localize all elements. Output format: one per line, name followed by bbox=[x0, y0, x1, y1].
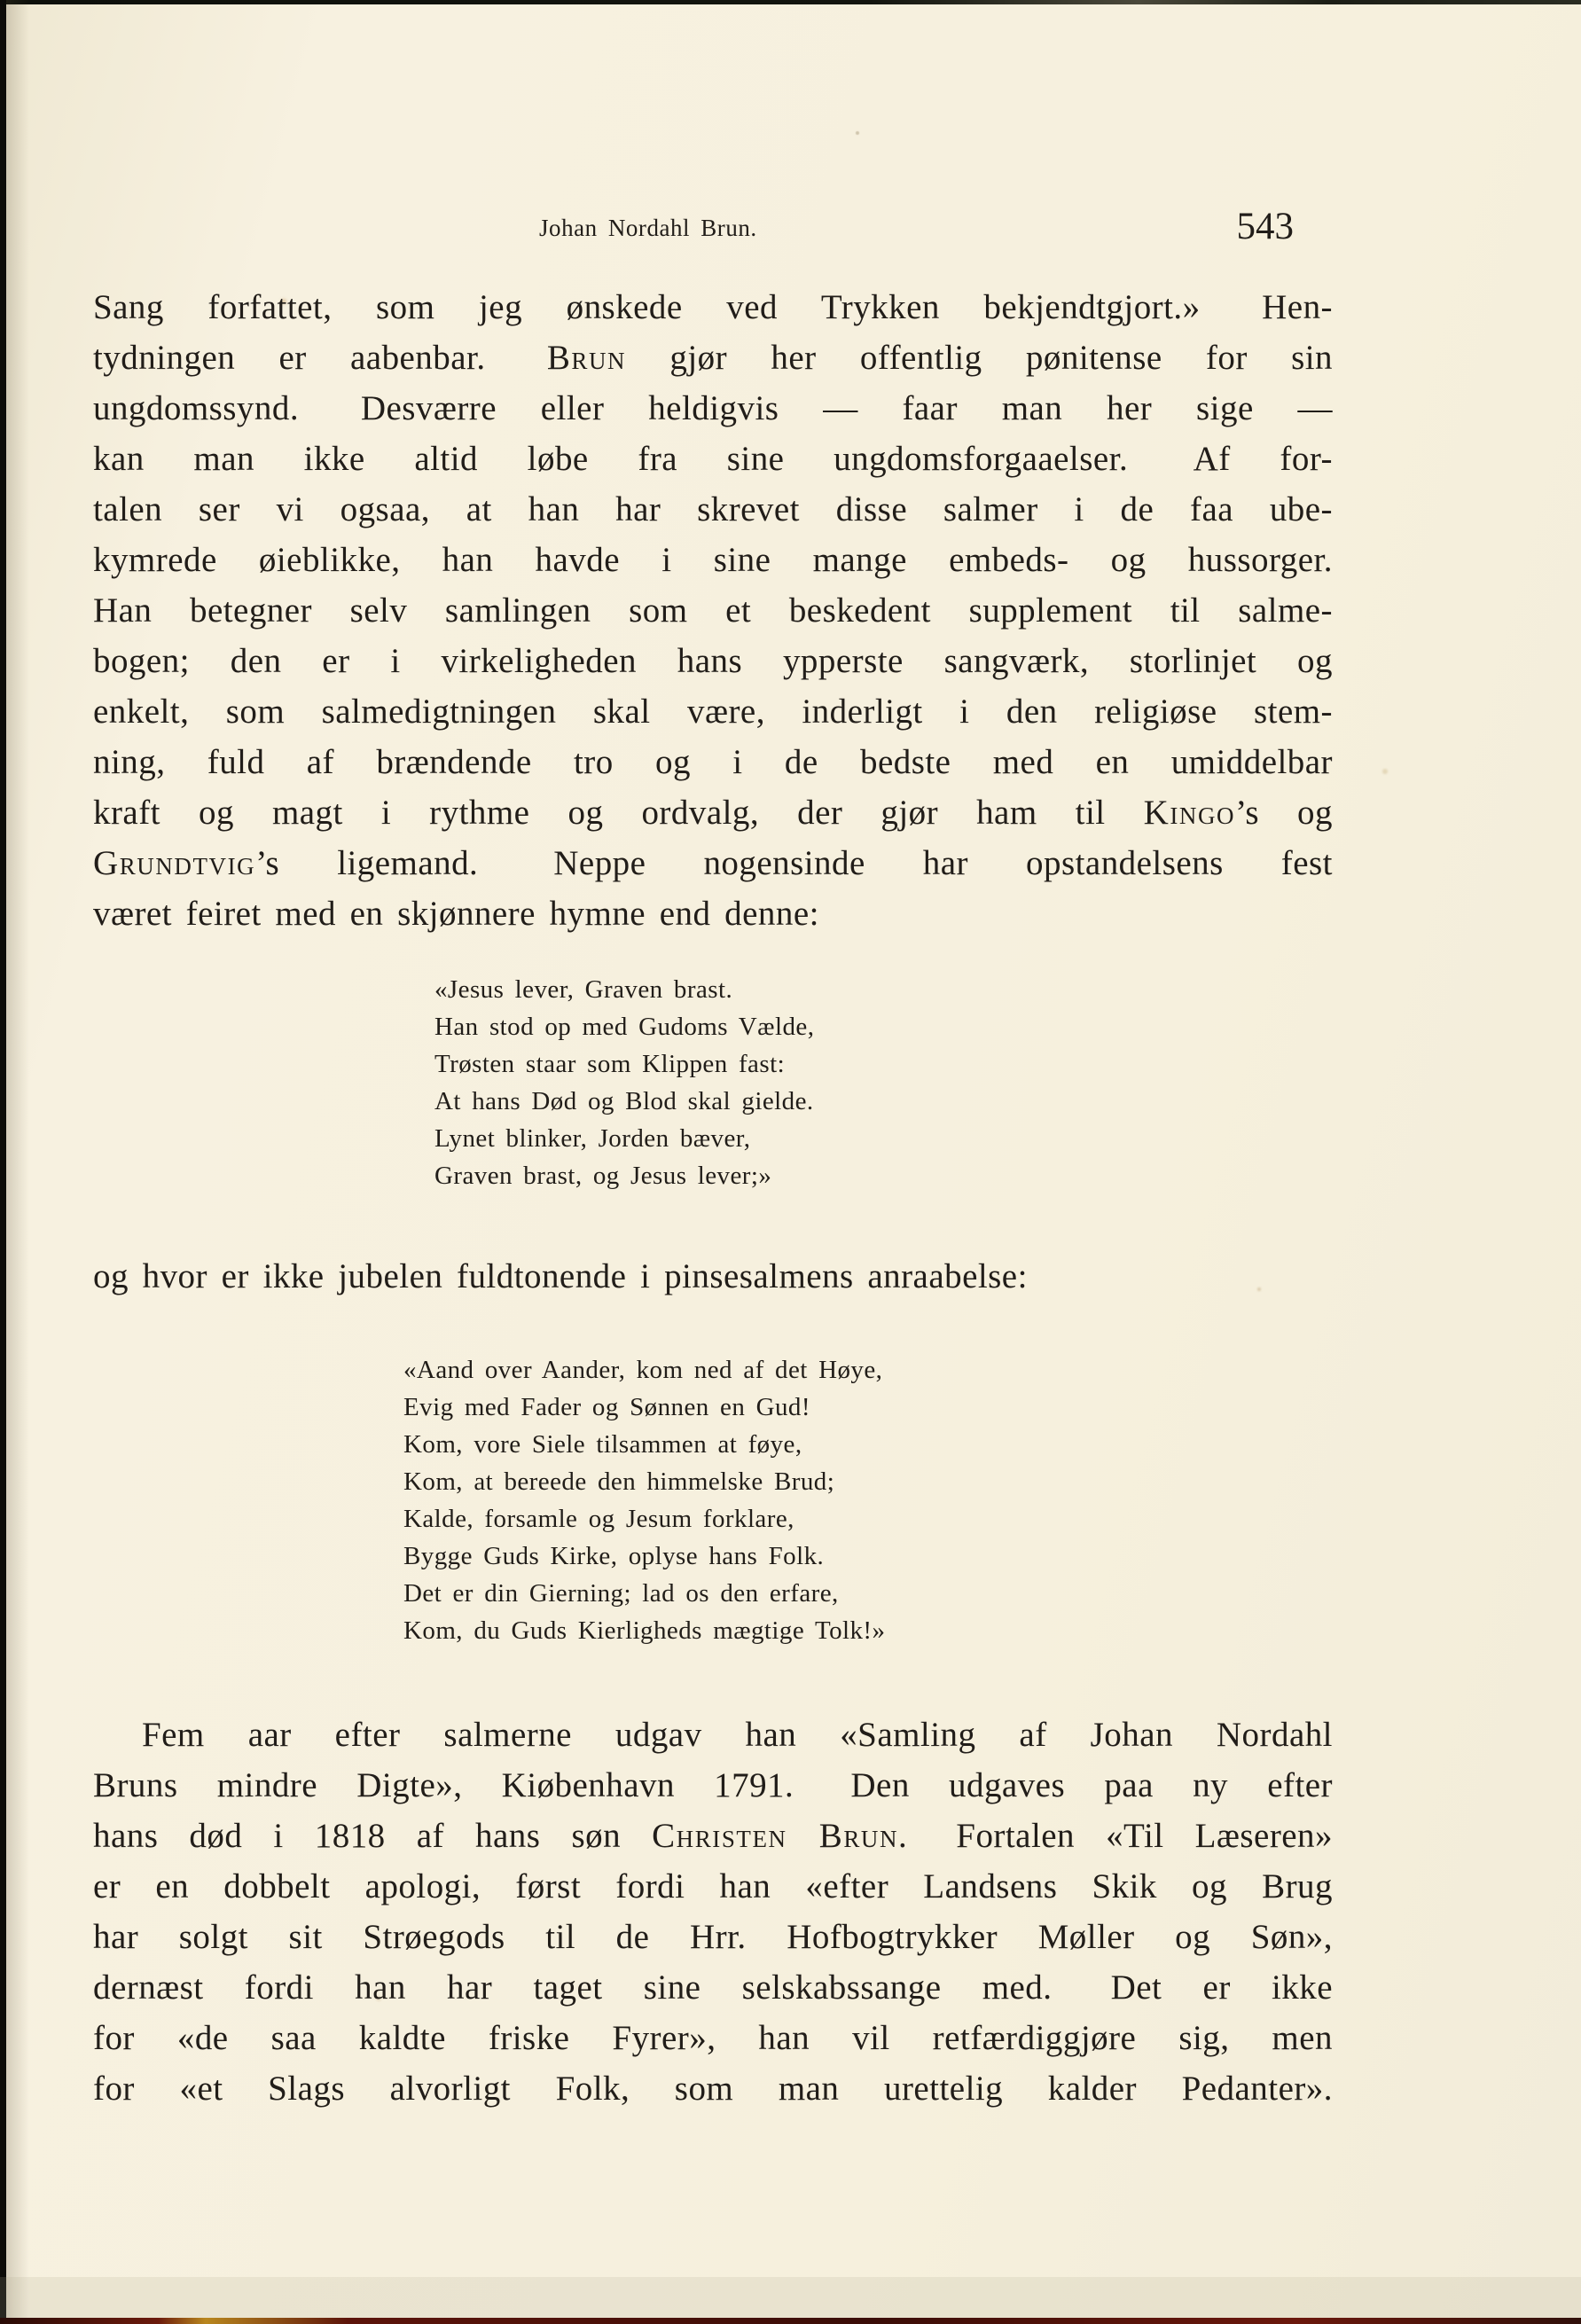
text-segment: tydningen er aabenbar. bbox=[93, 339, 547, 377]
page-edge-left bbox=[0, 0, 6, 2324]
text-block bbox=[93, 282, 1333, 2114]
verse-line: Kom, at bereede den himmelske Brud; bbox=[403, 1467, 835, 1496]
text-line: Sang forfattet, som jeg ønskede ved Trykken bekjendtgjort.» Hen- bbox=[93, 288, 1333, 326]
text-segment: ’s ligemand. Neppe nogensinde har opstandelsens fest bbox=[255, 844, 1333, 882]
text-line: kan man ikke altid løbe fra sine ungdomsforgaaelser. Af for- bbox=[93, 440, 1333, 478]
text-line: Han betegner selv samlingen som et beskedent supplement til salme- bbox=[93, 591, 1333, 630]
text-line bbox=[93, 838, 1333, 888]
text-line: talen ser vi ogsaa, at han har skrevet disse salmer i de faa ube- bbox=[93, 490, 1333, 528]
text-line: har solgt sit Strøegods til de Hrr. Hofbogtrykker Møller og Søn», bbox=[93, 1918, 1333, 1956]
text-line: enkelt, som salmedigtningen skal være, inderligt i den religiøse stem- bbox=[93, 693, 1333, 731]
text-segment: . Fortalen «Til Læseren» bbox=[898, 1817, 1333, 1855]
text-line: kymrede øieblikke, han havde i sine mange embeds- og hussorger. bbox=[93, 541, 1333, 579]
verse-line: Kom, vore Siele tilsammen at føye, bbox=[403, 1430, 802, 1459]
text-line bbox=[93, 787, 1333, 838]
text-line: bogen; den er i virkeligheden hans ypperste sangværk, storlinjet og bbox=[93, 642, 1333, 680]
page-edge-bottom bbox=[0, 2318, 1581, 2324]
paper-specks bbox=[0, 0, 4, 4]
verse-line: «Aand over Aander, kom ned af det Høye, bbox=[403, 1356, 883, 1384]
text-line: er en dobbelt apologi, først fordi han «efter Landsens Skik og Brug bbox=[93, 1867, 1333, 1905]
text-line: været feiret med en skjønnere hymne end denne: bbox=[93, 895, 819, 933]
page-shadow-band bbox=[0, 2277, 1581, 2318]
small-caps-name: Grundtvig bbox=[93, 844, 256, 882]
text-line bbox=[93, 1811, 1333, 1861]
verse-line: Kom, du Guds Kierligheds mægtige Tolk!» bbox=[403, 1616, 886, 1645]
text-line: for «et Slags alvorligt Folk, som man urettelig kalder Pedanter». bbox=[93, 2070, 1333, 2108]
text-line: for «de saa kaldte friske Fyrer», han vil retfærdiggjøre sig, men bbox=[93, 2019, 1333, 2057]
text-line: ungdomssynd. Desværre eller heldigvis — faar man her sige — bbox=[93, 389, 1333, 427]
small-caps-name: Brun bbox=[546, 339, 627, 377]
verse-hymn-pentecost bbox=[403, 1351, 1333, 1649]
paragraph-2 bbox=[93, 1710, 1333, 2114]
verse-hymn-easter bbox=[434, 971, 1333, 1194]
verse-line: At hans Død og Blod skal gielde. bbox=[434, 1087, 814, 1115]
verse-line: Evig med Fader og Sønnen en Gud! bbox=[403, 1393, 810, 1421]
running-header bbox=[93, 207, 1333, 261]
page-edge-top bbox=[0, 0, 1581, 4]
page-number: 543 bbox=[1236, 206, 1294, 247]
verse-line: Det er din Gierning; lad os den erfare, bbox=[403, 1579, 839, 1608]
text-line: Fem aar efter salmerne udgav han «Samling af Johan Nordahl bbox=[142, 1716, 1333, 1754]
verse-line: Trøsten staar som Klippen fast: bbox=[434, 1050, 786, 1078]
verse-line: Han stod op med Gudoms Vælde, bbox=[434, 1013, 815, 1041]
small-caps-name: Kingo bbox=[1143, 794, 1236, 832]
text-segment: hans død i 1818 af hans søn bbox=[93, 1817, 653, 1855]
text-segment: ’s og bbox=[1235, 794, 1333, 832]
verse-line: Kalde, forsamle og Jesum forklare, bbox=[403, 1505, 794, 1533]
transition-line: og hvor er ikke jubelen fuldtonende i pinsesalmens anraabelse: bbox=[93, 1257, 1028, 1295]
paragraph-1 bbox=[93, 282, 1333, 939]
text-line: ning, fuld af brændende tro og i de bedste med en umiddelbar bbox=[93, 743, 1333, 781]
verse-line: Graven brast, og Jesus lever;» bbox=[434, 1162, 772, 1190]
page-binding-shadow bbox=[6, 0, 29, 2324]
running-title: Johan Nordahl Brun. bbox=[539, 215, 757, 241]
text-line bbox=[93, 333, 1333, 383]
text-line: Bruns mindre Digte», Kiøbenhavn 1791. Den udgaves paa ny efter bbox=[93, 1766, 1333, 1804]
verse-line: Bygge Guds Kirke, oplyse hans Folk. bbox=[403, 1542, 825, 1570]
text-line: dernæst fordi han har taget sine selskabssange med. Det er ikke bbox=[93, 1968, 1333, 2007]
small-caps-name: Christen Brun bbox=[652, 1817, 899, 1855]
text-segment: kraft og magt i rythme og ordvalg, der gjør ham til bbox=[93, 794, 1144, 832]
verse-line: Lynet blinker, Jorden bæver, bbox=[434, 1124, 751, 1153]
verse-line: «Jesus lever, Graven brast. bbox=[434, 975, 733, 1004]
text-segment: gjør her offentlig pønitense for sin bbox=[626, 339, 1333, 377]
